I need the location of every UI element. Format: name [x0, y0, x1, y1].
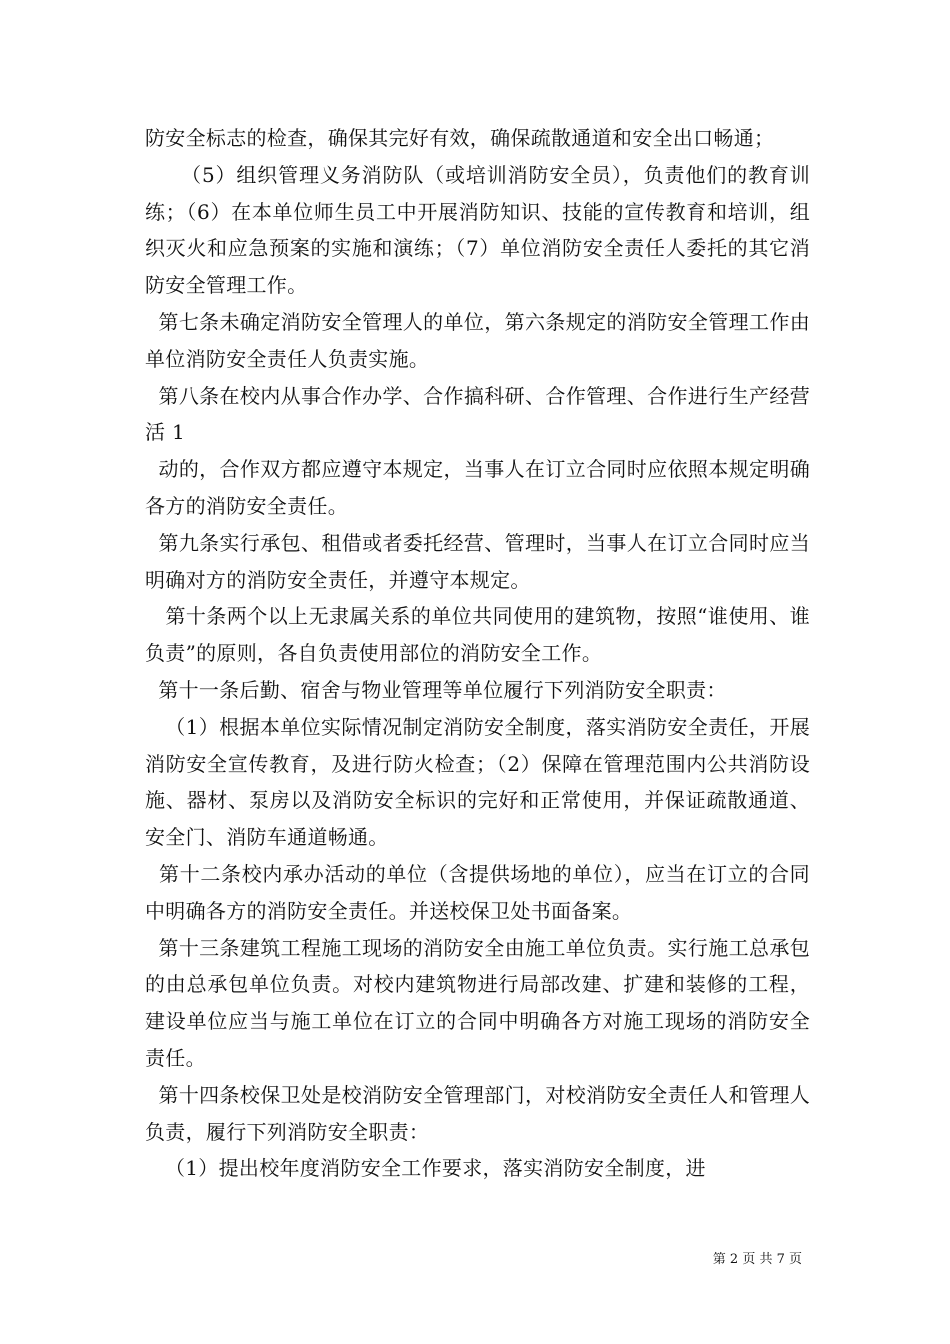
paragraph: 第十四条校保卫处是校消防安全管理部门，对校消防安全责任人和管理人负责，履行下列消防安全职责：	[145, 1082, 810, 1144]
paragraph: 第十二条校内承办活动的单位（含提供场地的单位），应当在订立的合同中明确各方的消防安全责任。并送校保卫处书面备案。	[145, 861, 810, 923]
paragraph: （5）组织管理义务消防队（或培训消防安全员），负责他们的教育训练；（6）在本单位师生员工中开展消防知识、技能的宣传教育和培训，组织灭火和应急预案的实施和演练；（7）单位消防安全责任人委托的其它消防安全管理工作。	[145, 162, 810, 298]
paragraph: 第九条实行承包、租借或者委托经营、管理时，当事人在订立合同时应当明确对方的消防安全责任，并遵守本规定。	[145, 530, 810, 592]
paragraph: 第十三条建筑工程施工现场的消防安全由施工单位负责。实行施工总承包的由总承包单位负责。对校内建筑物进行局部改建、扩建和装修的工程，建设单位应当与施工单位在订立的合同中明确各方对施工现场的消防安全责任。	[145, 935, 810, 1070]
paragraph: （1）根据本单位实际情况制定消防安全制度，落实消防安全责任，开展消防安全宣传教育，及进行防火检查；（2）保障在管理范围内公共消防设施、器材、泵房以及消防安全标识的完好和正常使用，并保证疏散通道、安全门、消防车通道畅通。	[145, 714, 810, 850]
paragraph: 第八条在校内从事合作办学、合作搞科研、合作管理、合作进行生产经营活 1	[145, 383, 810, 445]
paragraph: 第十一条后勤、宿舍与物业管理等单位履行下列消防安全职责：	[145, 677, 727, 702]
document-body	[145, 120, 810, 1187]
paragraph: （1）提出校年度消防安全工作要求，落实消防安全制度，进	[145, 1156, 706, 1181]
paragraph: 第十条两个以上无隶属关系的单位共同使用的建筑物，按照“谁使用、谁负责”的原则，各自负责使用部位的消防安全工作。	[145, 604, 810, 666]
paragraph: 第七条未确定消防安全管理人的单位，第六条规定的消防安全管理工作由单位消防安全责任人负责实施。	[145, 309, 810, 371]
paragraph: 动的，合作双方都应遵守本规定，当事人在订立合同时应依照本规定明确各方的消防安全责任。	[145, 457, 810, 518]
paragraph: 防安全标志的检查，确保其完好有效，确保疏散通道和安全出口畅通；	[145, 126, 775, 150]
page-number-footer: 第 2 页 共 7 页	[712, 1252, 802, 1267]
